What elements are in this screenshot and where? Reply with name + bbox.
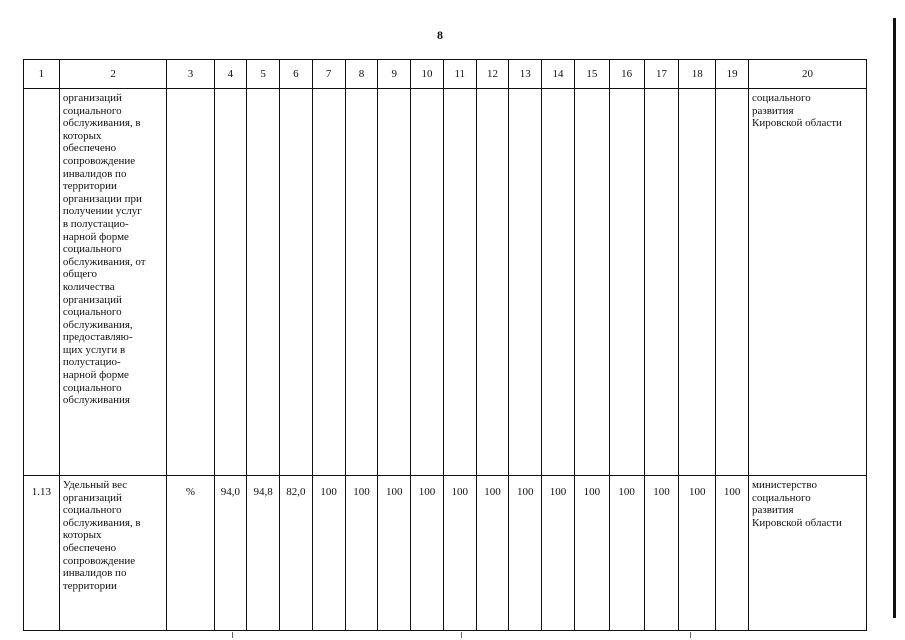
row-code [24, 89, 60, 476]
scan-mark [690, 632, 691, 638]
value-cell [542, 89, 575, 476]
value-cell [443, 89, 476, 476]
value-cell [716, 89, 749, 476]
header-cell: 5 [247, 60, 280, 89]
value-cell: 100 [443, 476, 476, 631]
value-cell: 100 [476, 476, 509, 631]
value-cell [609, 89, 644, 476]
value-cell: 100 [312, 476, 345, 631]
value-cell: 100 [574, 476, 609, 631]
row-unit [167, 89, 214, 476]
scan-mark [461, 632, 462, 638]
value-cell: 100 [644, 476, 679, 631]
page-edge-rule [893, 18, 896, 618]
row-description: организаций социального обслуживания, в которых обеспечено сопровождение инвалидов по территории организации при получении услуг в полустацио- нарной форме социального обслуживания, от общего количества организаций социального обслуживания, предоставляю- щих услуги в полустацио- нарной форме социального обслуживания [59, 89, 167, 476]
value-cell: 94,8 [247, 476, 280, 631]
header-cell: 1 [24, 60, 60, 89]
page-number: 8 [437, 28, 443, 42]
value-cell [509, 89, 542, 476]
header-cell: 13 [509, 60, 542, 89]
header-cell: 10 [411, 60, 444, 89]
header-cell: 8 [345, 60, 378, 89]
table-row [24, 476, 867, 631]
header-cell: 11 [443, 60, 476, 89]
value-cell [476, 89, 509, 476]
header-cell: 6 [280, 60, 313, 89]
value-cell: 94,0 [214, 476, 247, 631]
header-cell: 19 [716, 60, 749, 89]
value-cell: 100 [411, 476, 444, 631]
value-cell: 100 [609, 476, 644, 631]
header-cell: 2 [59, 60, 167, 89]
value-cell: 82,0 [280, 476, 313, 631]
value-cell [280, 89, 313, 476]
header-cell: 14 [542, 60, 575, 89]
row-description: Удельный вес организаций социального обслуживания, в которых обеспечено сопровождение инвалидов по территории [59, 476, 167, 631]
header-cell: 17 [644, 60, 679, 89]
value-cell [644, 89, 679, 476]
value-cell [679, 89, 716, 476]
header-cell: 18 [679, 60, 716, 89]
row-code: 1.13 [24, 476, 60, 631]
value-cell [411, 89, 444, 476]
header-cell: 3 [167, 60, 214, 89]
indicators-table [23, 59, 867, 631]
value-cell [247, 89, 280, 476]
table-row [24, 89, 867, 476]
table-header-row [24, 60, 867, 89]
value-cell [345, 89, 378, 476]
value-cell: 100 [509, 476, 542, 631]
row-responsible: министерство социального развития Кировской области [748, 476, 866, 631]
value-cell [214, 89, 247, 476]
scan-bottom-marks [0, 632, 905, 640]
header-cell: 15 [574, 60, 609, 89]
row-responsible: социального развития Кировской области [748, 89, 866, 476]
value-cell: 100 [679, 476, 716, 631]
scan-mark [232, 632, 233, 638]
value-cell: 100 [542, 476, 575, 631]
row-unit: % [167, 476, 214, 631]
header-cell: 9 [378, 60, 411, 89]
header-cell: 16 [609, 60, 644, 89]
value-cell: 100 [378, 476, 411, 631]
value-cell [312, 89, 345, 476]
value-cell [378, 89, 411, 476]
value-cell: 100 [716, 476, 749, 631]
header-cell: 20 [748, 60, 866, 89]
header-cell: 7 [312, 60, 345, 89]
value-cell [574, 89, 609, 476]
header-cell: 12 [476, 60, 509, 89]
value-cell: 100 [345, 476, 378, 631]
header-cell: 4 [214, 60, 247, 89]
